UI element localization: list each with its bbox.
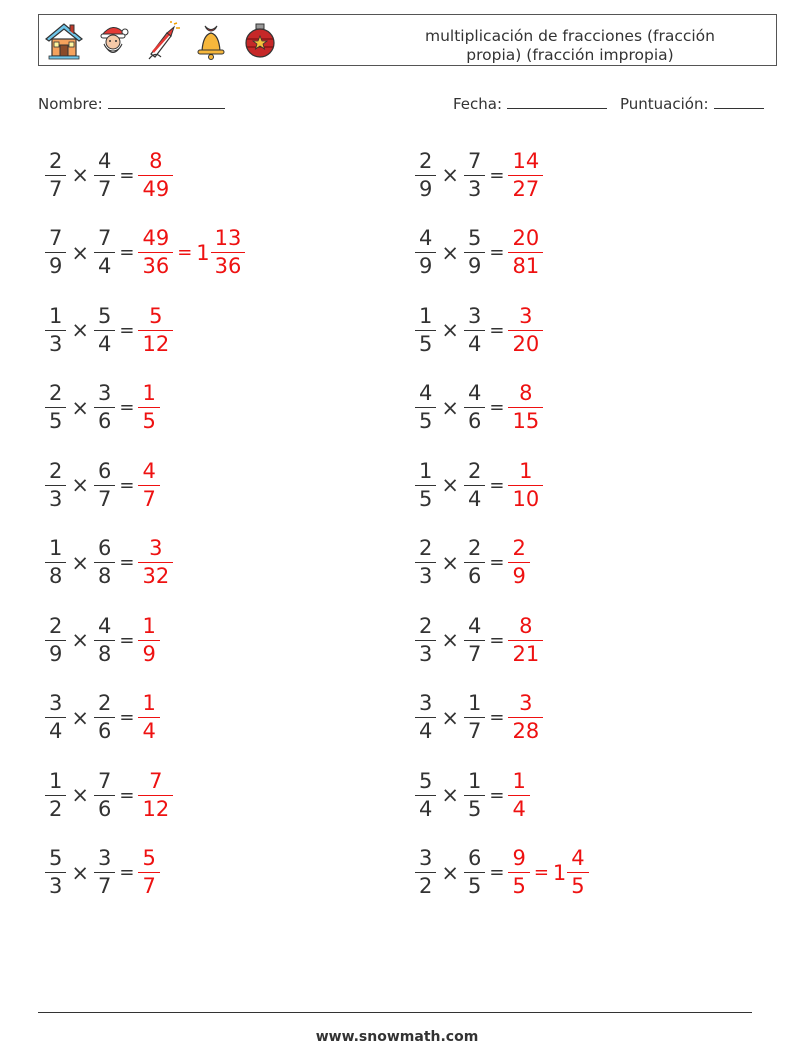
second-fraction-numerator: 4 xyxy=(97,613,112,638)
second-fraction-numerator: 2 xyxy=(97,691,112,715)
second-fraction xyxy=(94,613,115,666)
second-fraction xyxy=(464,848,485,897)
name-label: Nombre: xyxy=(38,95,103,113)
first-fraction-numerator: 1 xyxy=(49,768,63,793)
answer-fraction xyxy=(138,693,159,742)
first-fraction-denominator: 2 xyxy=(45,795,66,820)
problem-item xyxy=(415,688,543,748)
first-fraction xyxy=(45,693,66,742)
second-fraction-numerator: 7 xyxy=(467,148,482,173)
first-fraction-numerator: 5 xyxy=(419,768,433,793)
answer-fraction xyxy=(138,848,159,897)
times-sign: × xyxy=(441,163,459,187)
equals-sign: = xyxy=(489,552,505,573)
second-fraction-numerator: 6 xyxy=(467,846,482,870)
answer xyxy=(138,768,173,821)
equals-sign: = xyxy=(119,397,135,418)
answer xyxy=(508,228,543,277)
second-fraction-numerator: 2 xyxy=(467,536,482,560)
first-fraction-numerator: 3 xyxy=(49,691,63,715)
footer-site: www.snowmath.com xyxy=(315,1029,479,1045)
date-label: Fecha: xyxy=(453,95,503,113)
answer xyxy=(508,768,529,821)
mixed-fraction-numerator: 4 xyxy=(571,846,585,870)
first-fraction-denominator: 9 xyxy=(415,252,436,277)
worksheet-title: multiplicación de fracciones (fracción propia) (fracción impropia) xyxy=(424,27,715,64)
answer-fraction-numerator: 4 xyxy=(142,458,156,483)
mixed-fraction-denominator: 5 xyxy=(567,872,588,897)
answer xyxy=(138,613,159,666)
answer-fraction-numerator: 1 xyxy=(142,613,156,638)
equals-sign: = xyxy=(119,707,135,728)
first-fraction-numerator: 2 xyxy=(49,458,63,483)
answer-fraction xyxy=(138,458,159,511)
answer-fraction xyxy=(508,538,529,587)
first-fraction xyxy=(415,613,436,666)
times-sign: × xyxy=(71,783,89,807)
times-sign: × xyxy=(441,395,459,420)
answer xyxy=(508,538,529,587)
second-fraction-numerator: 7 xyxy=(97,768,112,793)
answer-fraction xyxy=(508,458,543,511)
problem-item xyxy=(45,145,173,205)
answer-fraction-denominator: 4 xyxy=(138,717,159,742)
first-fraction-numerator: 2 xyxy=(419,613,433,638)
times-sign: × xyxy=(71,240,89,265)
second-fraction xyxy=(94,228,115,277)
answer-fraction-denominator: 28 xyxy=(508,717,543,742)
answer xyxy=(138,383,159,432)
first-fraction xyxy=(45,768,66,821)
first-fraction-numerator: 1 xyxy=(49,303,63,328)
second-fraction-numerator: 4 xyxy=(467,381,482,405)
answer-fraction xyxy=(508,848,529,897)
answer-fraction-denominator: 12 xyxy=(138,795,173,820)
equals-sign: = xyxy=(489,242,505,263)
times-sign: × xyxy=(71,705,89,730)
times-sign: × xyxy=(71,163,89,187)
times-sign: × xyxy=(441,783,459,807)
second-fraction-numerator: 4 xyxy=(467,613,482,638)
answer xyxy=(508,693,543,742)
answer-fraction xyxy=(508,228,543,277)
answer xyxy=(508,383,543,432)
first-fraction-denominator: 4 xyxy=(415,795,436,820)
second-fraction-numerator: 1 xyxy=(467,768,482,793)
answer-fraction-denominator: 9 xyxy=(138,640,159,665)
first-fraction-numerator: 2 xyxy=(419,148,433,173)
answer-fraction-denominator: 36 xyxy=(138,252,173,277)
first-fraction-denominator: 3 xyxy=(415,562,436,587)
problem-item xyxy=(45,843,160,903)
second-fraction xyxy=(94,148,115,201)
problem-item xyxy=(415,610,543,670)
answer-fraction-numerator: 5 xyxy=(149,303,163,328)
first-fraction-numerator: 3 xyxy=(419,846,433,870)
second-fraction-numerator: 2 xyxy=(467,458,482,483)
answer-fraction xyxy=(138,228,173,277)
equals-sign: = xyxy=(489,319,505,341)
first-fraction-denominator: 2 xyxy=(415,872,436,897)
second-fraction-numerator: 3 xyxy=(97,846,112,870)
answer-fraction-numerator: 8 xyxy=(519,381,533,405)
second-fraction xyxy=(464,303,485,356)
second-fraction-denominator: 7 xyxy=(94,872,115,897)
equals-sign: = xyxy=(489,397,505,418)
answer-equals-sign: = xyxy=(177,242,193,263)
answer-fraction-denominator: 21 xyxy=(508,640,543,665)
second-fraction-denominator: 3 xyxy=(464,175,485,200)
answer-fraction-numerator: 2 xyxy=(512,536,526,560)
first-fraction xyxy=(415,538,436,587)
times-sign: × xyxy=(441,240,459,265)
answer xyxy=(508,148,543,201)
answer-fraction xyxy=(138,383,159,432)
problem-item xyxy=(45,765,173,825)
second-fraction-denominator: 6 xyxy=(94,407,115,432)
answer xyxy=(138,538,173,587)
answer-fraction-numerator: 20 xyxy=(512,226,540,250)
second-fraction-denominator: 4 xyxy=(464,485,485,510)
first-fraction-numerator: 1 xyxy=(419,458,433,483)
first-fraction-denominator: 3 xyxy=(45,485,66,510)
first-fraction xyxy=(415,458,436,511)
name-field[interactable] xyxy=(38,94,225,113)
second-fraction-denominator: 4 xyxy=(94,330,115,355)
answer-fraction-denominator: 9 xyxy=(508,562,529,587)
second-fraction-numerator: 5 xyxy=(467,226,482,250)
problem-item xyxy=(45,533,173,593)
problem-item xyxy=(45,300,173,360)
second-fraction-denominator: 7 xyxy=(94,485,115,510)
second-fraction-denominator: 5 xyxy=(464,872,485,897)
problem-item xyxy=(45,455,160,515)
second-fraction-denominator: 8 xyxy=(94,640,115,665)
mixed-fraction-denominator: 36 xyxy=(211,252,246,277)
icon-strip xyxy=(43,21,281,61)
first-fraction-denominator: 7 xyxy=(45,175,66,200)
first-fraction xyxy=(415,693,436,742)
answer-fraction-numerator: 3 xyxy=(519,691,533,715)
answer xyxy=(508,303,543,356)
times-sign: × xyxy=(71,395,89,420)
answer-fraction xyxy=(508,693,543,742)
problem-item xyxy=(415,455,543,515)
answer xyxy=(508,458,543,511)
second-fraction xyxy=(94,383,115,432)
score-label: Puntuación: xyxy=(620,95,709,113)
answer-fraction-numerator: 8 xyxy=(519,613,533,638)
times-sign: × xyxy=(71,550,89,575)
answer-fraction-denominator: 5 xyxy=(138,407,159,432)
times-sign: × xyxy=(441,473,459,497)
answer xyxy=(138,458,159,511)
house-icon xyxy=(43,21,85,61)
first-fraction xyxy=(45,538,66,587)
equals-sign: = xyxy=(489,474,505,496)
footer-divider xyxy=(38,1012,752,1013)
score-blank[interactable] xyxy=(714,94,764,109)
problem-item xyxy=(415,223,543,283)
second-fraction-denominator: 7 xyxy=(464,640,485,665)
answer-fraction-denominator: 27 xyxy=(508,175,543,200)
mixed-whole-number: 1 xyxy=(196,240,210,265)
equals-sign: = xyxy=(489,707,505,728)
answer xyxy=(138,228,245,277)
answer-fraction-numerator: 5 xyxy=(142,846,156,870)
second-fraction-denominator: 7 xyxy=(94,175,115,200)
mixed-fraction xyxy=(567,848,588,897)
answer-fraction-numerator: 49 xyxy=(142,226,170,250)
worksheet-header xyxy=(38,14,777,66)
answer xyxy=(508,848,588,897)
santa-icon xyxy=(92,21,134,61)
first-fraction-denominator: 3 xyxy=(45,872,66,897)
first-fraction xyxy=(45,148,66,201)
second-fraction-denominator: 9 xyxy=(464,252,485,277)
second-fraction xyxy=(94,303,115,356)
answer-fraction-denominator: 81 xyxy=(508,252,543,277)
answer-fraction-denominator: 20 xyxy=(508,330,543,355)
answer-fraction-numerator: 9 xyxy=(512,846,526,870)
second-fraction-denominator: 6 xyxy=(464,562,485,587)
answer-fraction-numerator: 1 xyxy=(142,691,156,715)
first-fraction-denominator: 5 xyxy=(415,485,436,510)
answer-fraction xyxy=(138,768,173,821)
first-fraction-numerator: 3 xyxy=(419,691,433,715)
second-fraction-denominator: 6 xyxy=(464,407,485,432)
first-fraction xyxy=(415,148,436,201)
first-fraction xyxy=(415,383,436,432)
problem-item xyxy=(415,145,543,205)
first-fraction-numerator: 2 xyxy=(49,148,63,173)
firework-rocket-icon xyxy=(141,21,183,61)
answer-fraction-numerator: 7 xyxy=(149,768,163,793)
answer xyxy=(138,693,159,742)
second-fraction-numerator: 6 xyxy=(97,458,112,483)
answer-fraction-numerator: 3 xyxy=(149,536,163,560)
first-fraction-denominator: 4 xyxy=(415,717,436,742)
second-fraction xyxy=(94,538,115,587)
first-fraction xyxy=(45,848,66,897)
first-fraction-numerator: 7 xyxy=(49,226,63,250)
equals-sign: = xyxy=(119,862,135,883)
answer-fraction-denominator: 12 xyxy=(138,330,173,355)
problem-item xyxy=(415,300,543,360)
second-fraction xyxy=(464,538,485,587)
date-blank[interactable] xyxy=(507,94,607,109)
equals-sign: = xyxy=(489,862,505,883)
answer-fraction-numerator: 14 xyxy=(512,148,540,173)
first-fraction-denominator: 5 xyxy=(415,407,436,432)
first-fraction-denominator: 9 xyxy=(415,175,436,200)
times-sign: × xyxy=(441,628,459,652)
second-fraction xyxy=(464,228,485,277)
second-fraction xyxy=(464,613,485,666)
second-fraction-denominator: 5 xyxy=(464,795,485,820)
first-fraction xyxy=(45,458,66,511)
first-fraction-denominator: 8 xyxy=(45,562,66,587)
problem-item xyxy=(415,378,543,438)
second-fraction xyxy=(464,148,485,201)
problem-item xyxy=(415,765,530,825)
answer xyxy=(138,148,173,201)
first-fraction xyxy=(45,228,66,277)
answer-fraction xyxy=(138,538,173,587)
first-fraction-denominator: 9 xyxy=(45,252,66,277)
problem-item xyxy=(45,688,160,748)
second-fraction-denominator: 4 xyxy=(464,330,485,355)
answer-fraction xyxy=(138,303,173,356)
answer-fraction-numerator: 8 xyxy=(149,148,163,173)
second-fraction-denominator: 8 xyxy=(94,562,115,587)
times-sign: × xyxy=(441,550,459,575)
second-fraction-numerator: 3 xyxy=(467,303,482,328)
answer-fraction-numerator: 1 xyxy=(512,768,526,793)
first-fraction-numerator: 2 xyxy=(49,613,63,638)
second-fraction-numerator: 4 xyxy=(97,148,112,173)
first-fraction xyxy=(415,768,436,821)
equals-sign: = xyxy=(119,552,135,573)
first-fraction-numerator: 5 xyxy=(49,846,63,870)
answer-fraction xyxy=(508,148,543,201)
answer-fraction-numerator: 1 xyxy=(142,381,156,405)
times-sign: × xyxy=(71,628,89,652)
second-fraction-denominator: 6 xyxy=(94,795,115,820)
ornament-icon xyxy=(239,21,281,61)
second-fraction xyxy=(464,383,485,432)
answer-fraction-denominator: 4 xyxy=(508,795,529,820)
equals-sign: = xyxy=(119,784,135,806)
first-fraction-numerator: 2 xyxy=(419,536,433,560)
second-fraction-numerator: 5 xyxy=(97,303,112,328)
first-fraction-denominator: 9 xyxy=(45,640,66,665)
answer-fraction-denominator: 10 xyxy=(508,485,543,510)
answer-fraction xyxy=(138,148,173,201)
answer-fraction xyxy=(138,613,159,666)
equals-sign: = xyxy=(119,319,135,341)
second-fraction xyxy=(94,693,115,742)
first-fraction xyxy=(415,848,436,897)
mixed-fraction xyxy=(211,228,246,277)
equals-sign: = xyxy=(119,629,135,651)
answer xyxy=(508,613,543,666)
first-fraction xyxy=(45,383,66,432)
times-sign: × xyxy=(441,705,459,730)
answer-fraction-numerator: 1 xyxy=(519,458,533,483)
first-fraction-denominator: 3 xyxy=(415,640,436,665)
answer-fraction-denominator: 7 xyxy=(138,872,159,897)
equals-sign: = xyxy=(119,164,135,186)
times-sign: × xyxy=(71,318,89,342)
answer-fraction-denominator: 49 xyxy=(138,175,173,200)
first-fraction-numerator: 4 xyxy=(419,381,433,405)
first-fraction xyxy=(45,613,66,666)
mixed-whole-number: 1 xyxy=(552,860,567,885)
second-fraction xyxy=(464,693,485,742)
answer-fraction-numerator: 3 xyxy=(519,303,533,328)
answer-fraction xyxy=(508,383,543,432)
times-sign: × xyxy=(71,473,89,497)
mixed-fraction-numerator: 13 xyxy=(214,226,242,250)
problem-item xyxy=(45,378,160,438)
bell-icon xyxy=(190,21,232,61)
second-fraction xyxy=(94,848,115,897)
first-fraction-numerator: 1 xyxy=(419,303,433,328)
answer-fraction-denominator: 32 xyxy=(138,562,173,587)
second-fraction-numerator: 1 xyxy=(467,691,482,715)
first-fraction-denominator: 4 xyxy=(45,717,66,742)
score-field[interactable] xyxy=(620,94,764,113)
name-blank[interactable] xyxy=(108,94,225,109)
first-fraction-denominator: 3 xyxy=(45,330,66,355)
answer-fraction xyxy=(508,303,543,356)
second-fraction-denominator: 4 xyxy=(94,252,115,277)
second-fraction-denominator: 7 xyxy=(464,717,485,742)
second-fraction-numerator: 3 xyxy=(97,381,112,405)
times-sign: × xyxy=(441,860,459,885)
answer xyxy=(138,303,173,356)
first-fraction xyxy=(415,228,436,277)
first-fraction-numerator: 1 xyxy=(49,536,63,560)
second-fraction-denominator: 6 xyxy=(94,717,115,742)
equals-sign: = xyxy=(489,784,505,806)
times-sign: × xyxy=(441,318,459,342)
problem-item xyxy=(45,610,160,670)
answer-fraction xyxy=(508,613,543,666)
times-sign: × xyxy=(71,860,89,885)
answer-fraction xyxy=(508,768,529,821)
equals-sign: = xyxy=(489,629,505,651)
second-fraction-numerator: 6 xyxy=(97,536,112,560)
answer-equals-sign: = xyxy=(533,862,549,883)
answer-fraction-denominator: 7 xyxy=(138,485,159,510)
equals-sign: = xyxy=(489,164,505,186)
first-fraction xyxy=(415,303,436,356)
date-field[interactable] xyxy=(453,94,607,113)
answer-fraction-denominator: 5 xyxy=(508,872,529,897)
second-fraction-numerator: 7 xyxy=(97,226,112,250)
second-fraction xyxy=(94,458,115,511)
first-fraction-denominator: 5 xyxy=(45,407,66,432)
first-fraction xyxy=(45,303,66,356)
problem-item xyxy=(415,533,530,593)
equals-sign: = xyxy=(119,242,135,263)
second-fraction xyxy=(464,768,485,821)
first-fraction-denominator: 5 xyxy=(415,330,436,355)
problem-item xyxy=(45,223,245,283)
first-fraction-numerator: 2 xyxy=(49,381,63,405)
equals-sign: = xyxy=(119,474,135,496)
second-fraction xyxy=(464,458,485,511)
answer-fraction-denominator: 15 xyxy=(508,407,543,432)
first-fraction-numerator: 4 xyxy=(419,226,433,250)
second-fraction xyxy=(94,768,115,821)
problem-item xyxy=(415,843,589,903)
answer xyxy=(138,848,159,897)
